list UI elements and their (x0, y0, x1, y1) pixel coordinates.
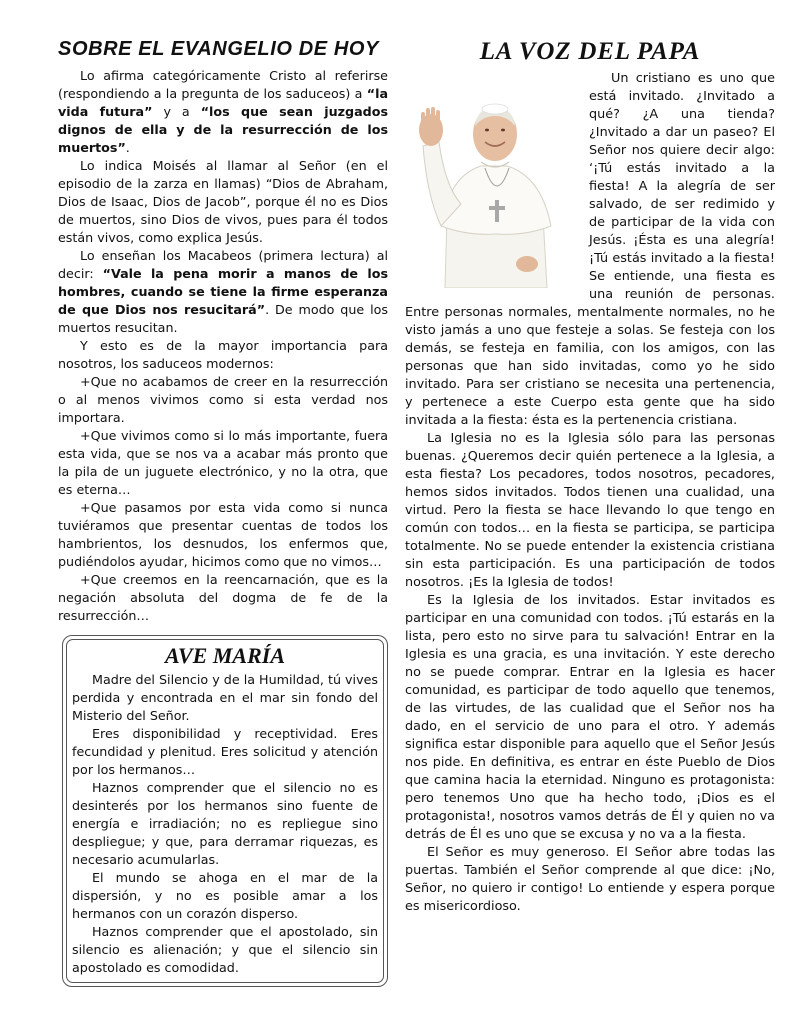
prayer-paragraph: El mundo se ahoga en el mar de la dispersión, y no es posible amar a los hermanos con un corazón disperso. (72, 870, 378, 921)
pope-paragraph: Un cristiano es uno que está invitado. ¿Invitado a qué? ¿A una tienda? ¿Invitado a dar un paseo? El Señor nos quiere decir algo: ‘¡Tú estás invitado a la fiesta! A la alegría de ser salvado, de ser redimido y de participar de la vida con Jesús. ¡Ésta es una alegría! ¡Tú estás invitado a la fiesta! Se entiende, una fiesta es una reunión de personas. Entre personas normales, mentalmente normales, no he visto jamás a uno que festeje a solas. Se festeja con los demás, se festeja en familia, con los amigos, con las personas que han sido invitadas, como yo he sido invitado. Para ser cristiano se necesita una pertenencia, y pertenece a este Cuerpo esta gente que ha sido invitada a la fiesta: ésta es la pertenencia cristiana. (405, 71, 775, 428)
gospel-paragraph: Lo enseñan los Macabeos (primera lectura) al decir: “Vale la pena morir a manos de los hombres, cuando se tiene la firme esperanza de que Dios nos resucitará”. De modo que los muertos resucitan. (58, 248, 388, 335)
gospel-paragraph: Lo afirma categóricamente Cristo al referirse (respondiendo a la pregunta de los saduceos) a “la vida futura” y a “los que sean juzgados dignos de ella y de la resurrección de los muertos”. (58, 68, 388, 155)
prayer-paragraph: Eres disponibilidad y receptividad. Eres fecundidad y plenitud. Eres solicitud y atención por los hermanos… (72, 726, 378, 777)
gospel-list-item: +Que pasamos por esta vida como si nunca tuviéramos que presentar cuentas de todos los hambrientos, los desnudos, los enfermos que, pudiéndolos ayudar, hicimos como que no vimos… (58, 500, 388, 569)
gospel-title: SOBRE EL EVANGELIO DE HOY (58, 38, 379, 60)
prayer-paragraph: Haznos comprender que el silencio no es desinterés por los hermanos sino fuente de energía e irradiación; no es repliegue sino despliegue; y que, para derramar riquezas, es necesario acumularlas. (72, 780, 378, 867)
pope-voice-title: LA VOZ DEL PAPA (479, 38, 701, 65)
pope-photo (405, 76, 581, 288)
gospel-list-item: +Que no acabamos de creer en la resurrección o al menos vivimos como si esta verdad nos importara. (58, 374, 388, 425)
gospel-paragraph: Y esto es de la mayor importancia para nosotros, los saduceos modernos: (58, 338, 388, 371)
prayer-paragraph: Madre del Silencio y de la Humildad, tú vives perdida y encontrada en el mar sin fondo del Misterio del Señor. (72, 672, 378, 723)
right-column (405, 38, 775, 916)
pope-paragraph: La Iglesia no es la Iglesia sólo para las personas buenas. ¿Queremos decir quién pertenece a la Iglesia, a esta fiesta? Los pecadores, todos nosotros, pecadores, hemos sidos invitados. Todos tienen una cualidad, una virtud. Pero la fiesta se hace llevando lo que tengo en común con todos… en la fiesta se participa, se participa totalmente. No se puede entender la existencia cristiana sin esta participación. Es una participación de todos nosotros. ¡Es la Iglesia de todos! (405, 431, 775, 590)
ave-maria-box (62, 635, 388, 987)
gospel-list-item: +Que creemos en la reencarnación, que es la negación absoluta del dogma de fe de la resurrección… (58, 572, 388, 623)
gospel-paragraph: Lo indica Moisés al llamar al Señor (en el episodio de la zarza en llamas) “Dios de Abraham, Dios de Isaac, Dios de Jacob”, porque él no es Dios de muertos, sino Dios de vivos, pues para él todos están vivos, como explica Jesús. (58, 158, 388, 245)
left-column (58, 38, 388, 987)
prayer-paragraph: Haznos comprender que el apostolado, sin silencio es alienación; y que el silencio sin apostolado es comodidad. (72, 924, 378, 975)
pope-paragraph: El Señor es muy generoso. El Señor abre todas las puertas. También el Señor comprende al que dice: ¡No, Señor, no quiero ir contigo! Lo entiende y espera porque es misericordioso. (405, 845, 775, 914)
pope-paragraph: Es la Iglesia de los invitados. Estar invitados es participar en una comunidad con todos. ¡Tú estarás en la lista, pero esto no sirve para tu salvación! Entrar en la Iglesia es una gracia, es una invitación. Y este derecho no se puede comprar. Entrar en la Iglesia es hacer comunidad, es participar de todo aquello que tenemos, de las virtudes, de las cualidad que el Señor nos ha dado, en el servicio de uno para el otro. Y además significa estar disponible para aquello que el Señor Jesús nos pide. En definitiva, es entrar en éste Pueblo de Dios que camina hacia la eternidad. Ninguno es protagonista: pero tenemos Uno que ha hecho todo, ¡Dios es el protagonista!, nosotros vamos detrás de Él y quien no va detrás de Él es uno que se excusa y no va a la fiesta. (405, 593, 775, 842)
ave-maria-title: AVE MARÍA (164, 643, 286, 668)
gospel-list-item: +Que vivimos como si lo más importante, fuera esta vida, que se nos va a acabar más pronto que la pila de un juguete electrónico, y no la otra, que es eterna… (58, 428, 388, 497)
